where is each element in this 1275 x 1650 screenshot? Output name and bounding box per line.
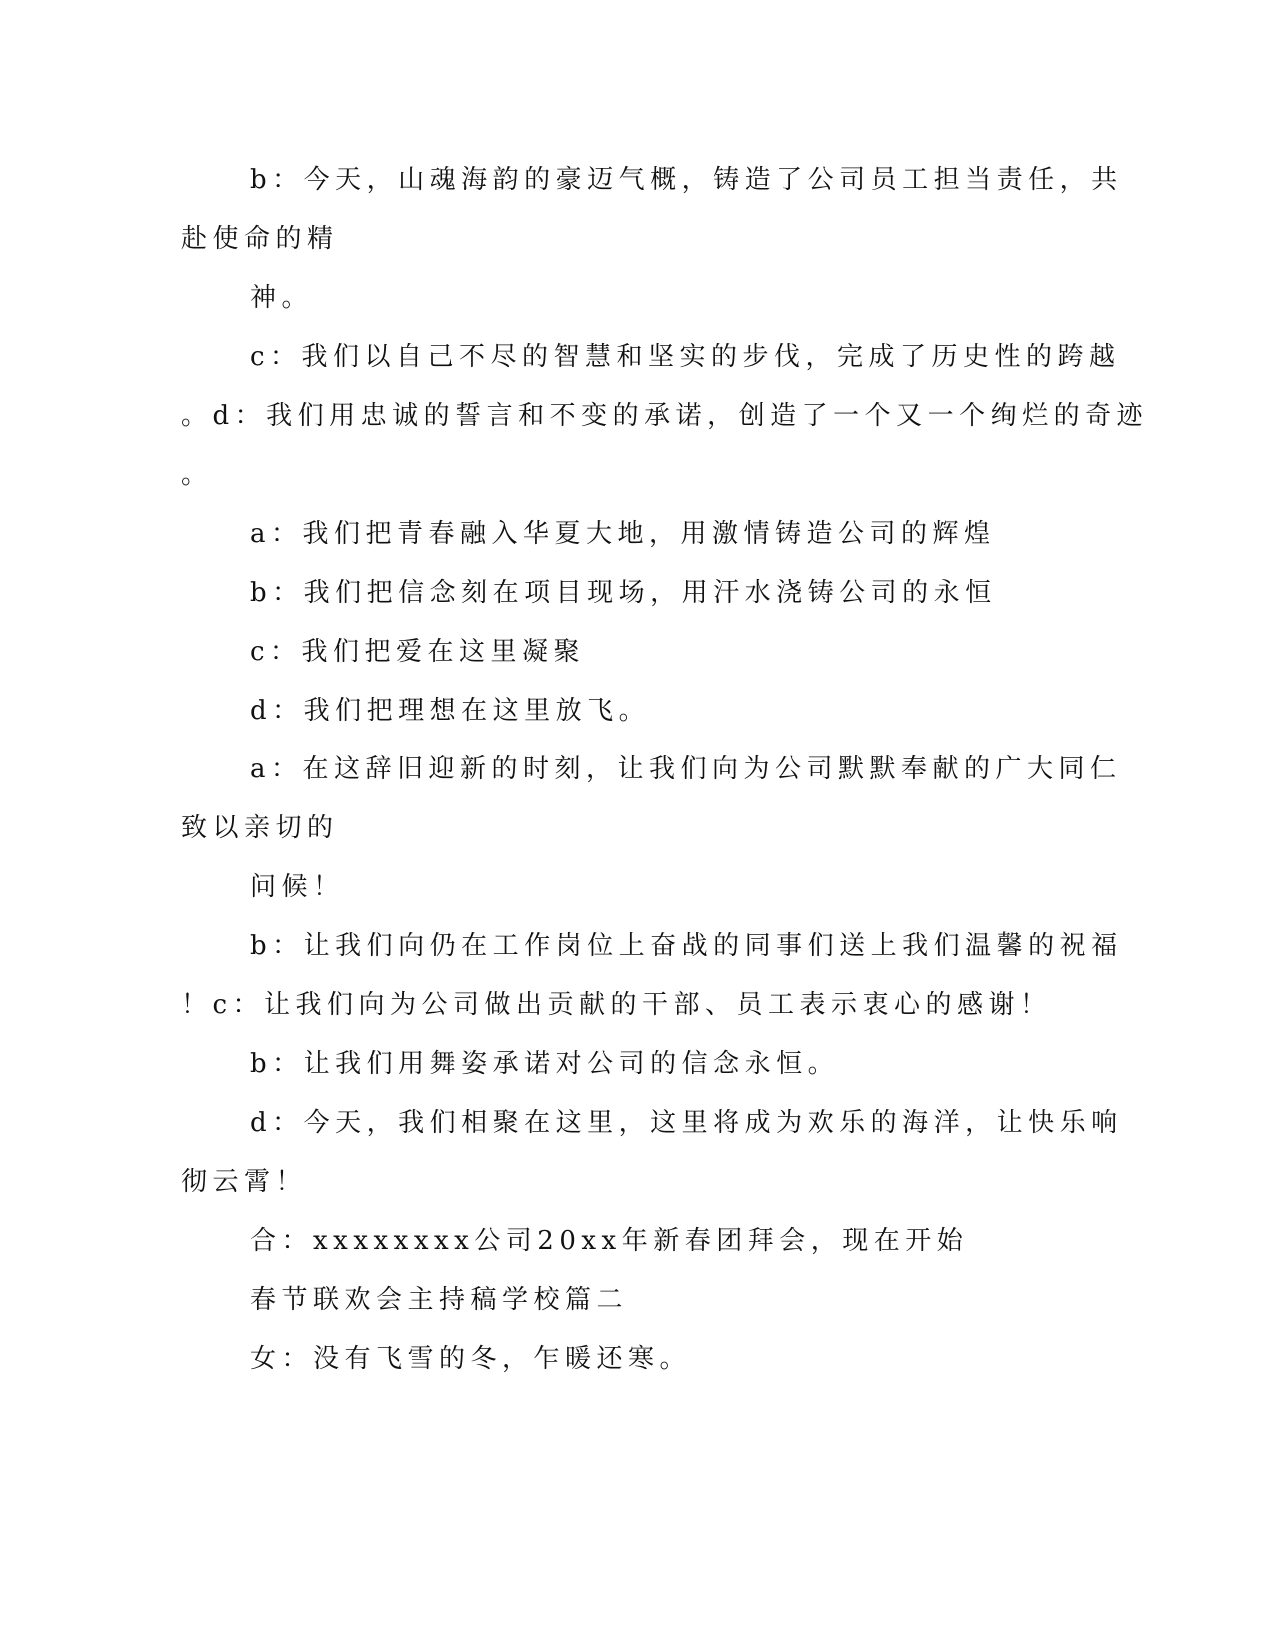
text-line: 神。 [250, 283, 314, 313]
text-line: ！c：让我们向为公司做出贡献的干部、员工表示衷心的感谢！ [181, 990, 1052, 1020]
text-line: d：今天，我们相聚在这里，这里将成为欢乐的海洋，让快乐响 [250, 1108, 1123, 1138]
text-line: 。d：我们用忠诚的誓言和不变的承诺，创造了一个又一个绚烂的奇迹 [181, 401, 1149, 431]
text-line: a：我们把青春融入华夏大地，用激情铸造公司的辉煌 [250, 519, 996, 549]
text-line: a：在这辞旧迎新的时刻，让我们向为公司默默奉献的广大同仁 [250, 754, 1122, 784]
text-line: d：我们把理想在这里放飞。 [250, 696, 651, 726]
text-line: 合：xxxxxxxx公司20xx年新春团拜会，现在开始 [250, 1226, 969, 1256]
text-line: 女：没有飞雪的冬，乍暖还寒。 [250, 1344, 692, 1374]
text-line: c：我们把爱在这里凝聚 [250, 637, 586, 667]
section-heading: 春节联欢会主持稿学校篇二 [250, 1285, 629, 1315]
text-line: 问候！ [250, 872, 345, 902]
text-line: c：我们以自己不尽的智慧和坚实的步伐，完成了历史性的跨越 [250, 342, 1121, 372]
text-line: b：今天，山魂海韵的豪迈气概，铸造了公司员工担当责任，共 [250, 165, 1123, 195]
text-line: 致以亲切的 [181, 813, 339, 843]
text-line: 彻云霄！ [181, 1167, 308, 1197]
text-line: 。 [181, 460, 213, 490]
text-line: b：让我们用舞姿承诺对公司的信念永恒。 [250, 1049, 840, 1079]
text-line: 赴使命的精 [181, 224, 339, 254]
text-line: b：让我们向仍在工作岗位上奋战的同事们送上我们温馨的祝福 [250, 931, 1123, 961]
text-line: b：我们把信念刻在项目现场，用汗水浇铸公司的永恒 [250, 578, 997, 608]
